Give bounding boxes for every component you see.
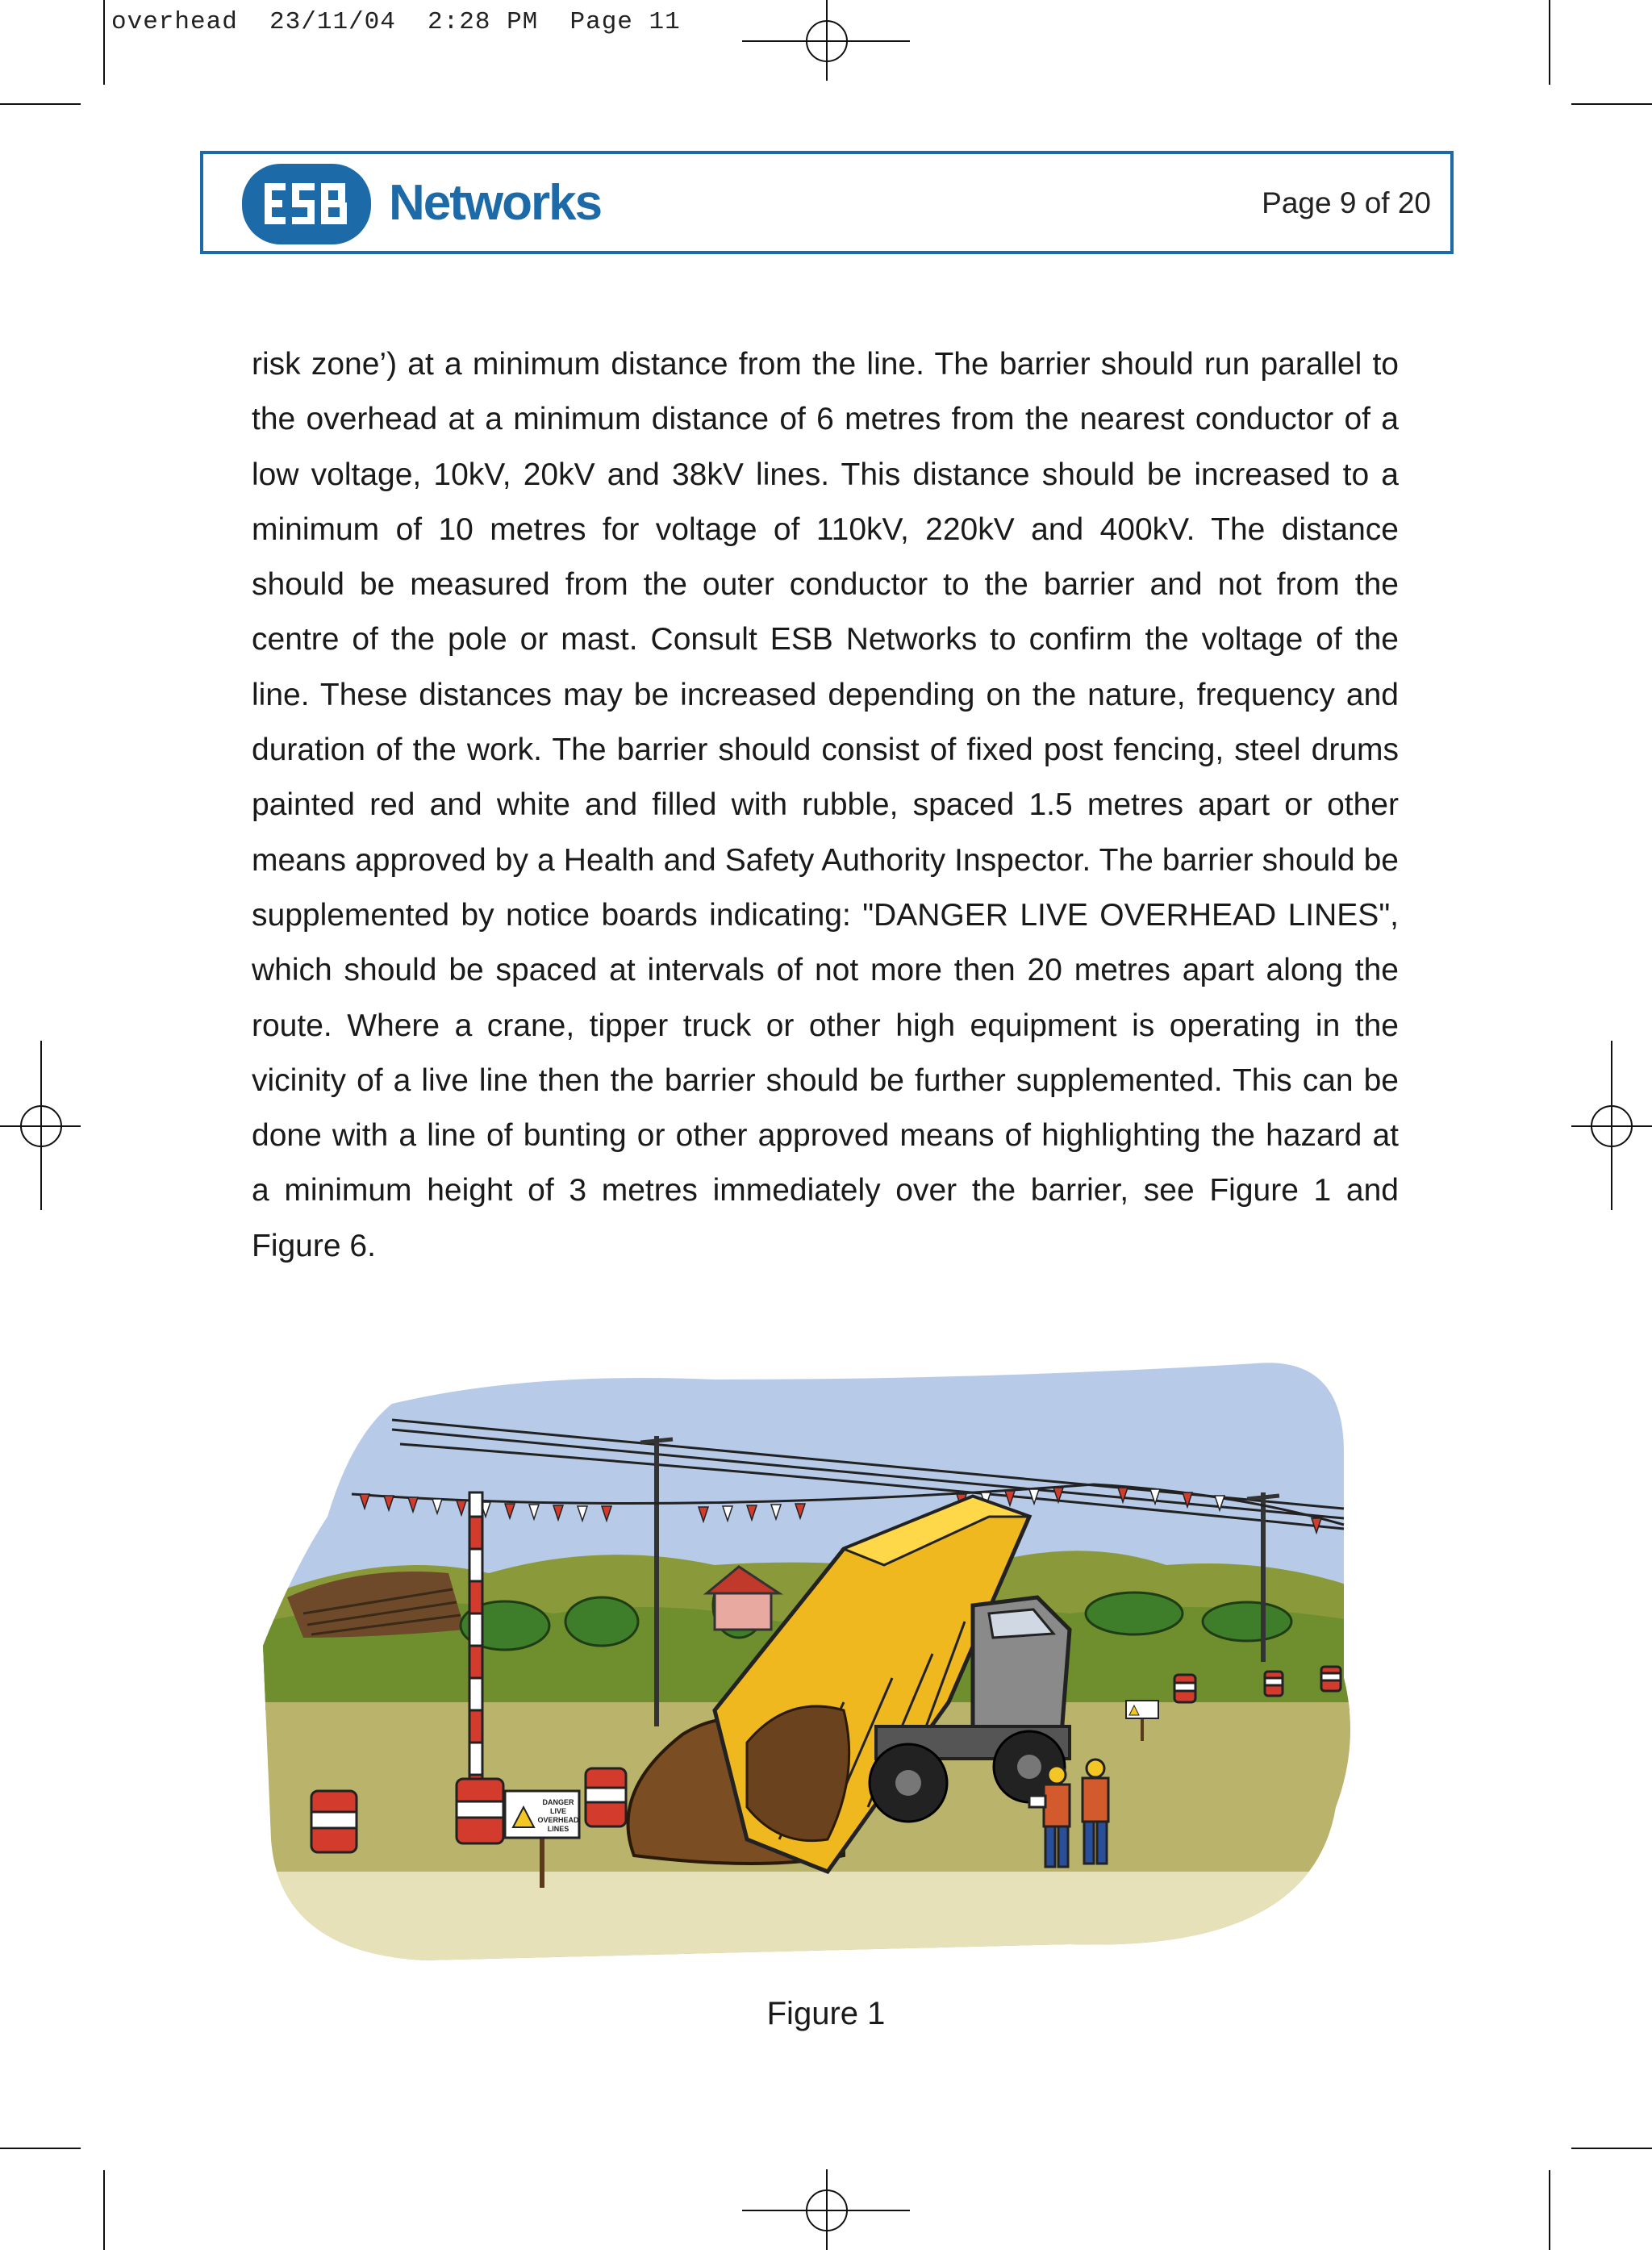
page-header: [200, 151, 1454, 254]
body-paragraph: risk zone’) at a minimum distance from the line. The barrier should run parallel to the overhead at a minimum distance of 6 metres from the nearest conductor of a low voltage, 10kV, 20kV and 38kV lines. This distance should be increased to a minimum of 10 metres for voltage of 110kV, 220kV and 400kV. The distance should be measured from the outer conductor to the barrier and not from the centre of the pole or mast. Consult ESB Networks to confirm the voltage of the line. These distances may be increased depending on the nature, frequency and duration of the work. The barrier should consist of fixed post fencing, steel drums painted red and white and filled with rubble, spaced 1.5 metres apart or other means approved by a Health and Safety Authority Inspector. The barrier should be supplemented by notice boards indicating: "DANGER LIVE OVERHEAD LINES", which should be spaced at intervals of not more then 20 metres apart along the route. Where a crane, tipper truck or other high equipment is operating in the vicinity of a live line then the barrier should be further supplemented. This can be done with a line of bunting or other approved means of highlighting the hazard at a minimum height of 3 metres immediately over the barrier, see Figure 1 and Figure 6.: [252, 347, 1399, 1263]
crop-mark-bottom-left-horizontal: [0, 2148, 81, 2149]
crop-mark-bottom-left-vertical: [103, 2170, 105, 2250]
sign-text-line-3: OVERHEAD: [537, 1816, 579, 1824]
esb-logo-icon: [242, 164, 371, 244]
sign-text-line-4: LINES: [547, 1825, 569, 1833]
sign-text-line-2: LIVE: [549, 1807, 567, 1815]
crop-mark-top-right-vertical: [1549, 0, 1550, 85]
page-indicator: Page 9 of 20: [1262, 186, 1431, 219]
crop-mark-top-left-horizontal: [0, 103, 81, 105]
brand-name: Networks: [389, 175, 602, 231]
crop-mark-bottom-right-vertical: [1549, 2170, 1550, 2250]
crop-mark-bottom-right-horizontal: [1571, 2148, 1652, 2149]
construction-site-illustration: [263, 1355, 1360, 1960]
crop-mark-top-right-horizontal: [1571, 103, 1652, 105]
crop-mark-top-left-vertical: [103, 0, 105, 85]
sign-text-line-1: DANGER: [542, 1798, 574, 1806]
figure-caption: Figure 1: [766, 1996, 886, 2031]
printer-slug-line: overhead 23/11/04 2:28 PM Page 11: [111, 8, 681, 36]
figure-illustration: [263, 1355, 1360, 1960]
